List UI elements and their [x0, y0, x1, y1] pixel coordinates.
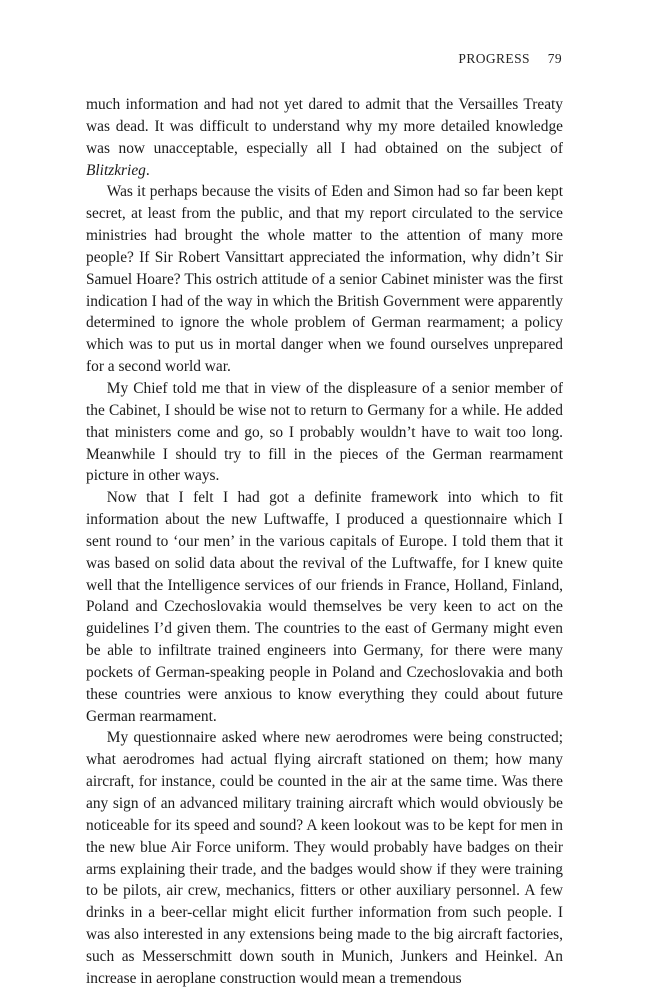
running-head — [458, 51, 562, 67]
paragraph-5: My questionnaire asked where new aerodromes were being constructed; what aerodromes had actual flying aircraft stationed on them; how many aircraft, for instance, could be counted in the air at the same time. Was there any sign of an advanced military training aircraft which would obviously be noticeable for its speed and sound? A keen lookout was to be kept for men in the new blue Air Force uniform. They would probably have badges on their arms explaining their trade, and the badges would show if they were training to be pilots, air crew, mechanics, fitters or other auxiliary personnel. A few drinks in a beer-cellar might elicit further information from such people. I was also interested in any extensions being made to the big aircraft factories, such as Messerschmitt down south in Munich, Junkers and Heinkel. An increase in aeroplane construction would mean a tremendous — [86, 729, 563, 987]
paragraph-2: Was it perhaps because the visits of Eden and Simon had so far been kept secret, at least from the public, and that my report circulated to the service ministries had brought the whole matter to the attention of many more people? If Sir Robert Vansittart appreciated the information, why didn’t Sir Samuel Hoare? This ostrich attitude of a senior Cabinet minister was the first indication I had of the way in which the British Government were apparently determined to ignore the whole problem of German rearmament; a policy which was to put us in mortal danger when we found ourselves unprepared for a second world war. — [86, 183, 563, 376]
paragraph-1-end: . — [145, 161, 150, 179]
paragraph-4: Now that I felt I had got a definite framework into which to fit information about the new Luftwaffe, I produced a questionnaire which I sent round to ‘our men’ in the various capitals of Europe. I told them that it was based on solid data about the revival of the Luftwaffe, for I knew quite well that the Intelligence services of our friends in France, Holland, Finland, Poland and Czechoslovakia would themselves be very keen to act on the guidelines I’d given them. The countries to the east of Germany might even be able to infiltrate trained engineers into Germany, for there were many pockets of German-speaking people in Poland and Czechoslovakia and both these countries were anxious to know everything they could about future German rearmament. — [86, 489, 563, 725]
body-text — [86, 94, 563, 990]
paragraph-1-italic-term: Blitzkrieg — [86, 161, 146, 179]
page-number: 79 — [547, 51, 562, 66]
paragraph-1 — [86, 94, 563, 181]
running-head-section: PROGRESS — [458, 51, 530, 66]
paragraph-3: My Chief told me that in view of the displeasure of a senior member of the Cabinet, I should be wise not to return to Germany for a while. He added that ministers come and go, so I probably wouldn’t have to wait too long. Meanwhile I should try to fill in the pieces of the German rearmament picture in other ways. — [86, 379, 563, 485]
paragraph-1-text: much information and had not yet dared to admit that the Versailles Treaty was dead. It was difficult to understand why my more detailed knowledge was now unacceptable, especially all I had obtained on the subject of — [86, 96, 563, 157]
